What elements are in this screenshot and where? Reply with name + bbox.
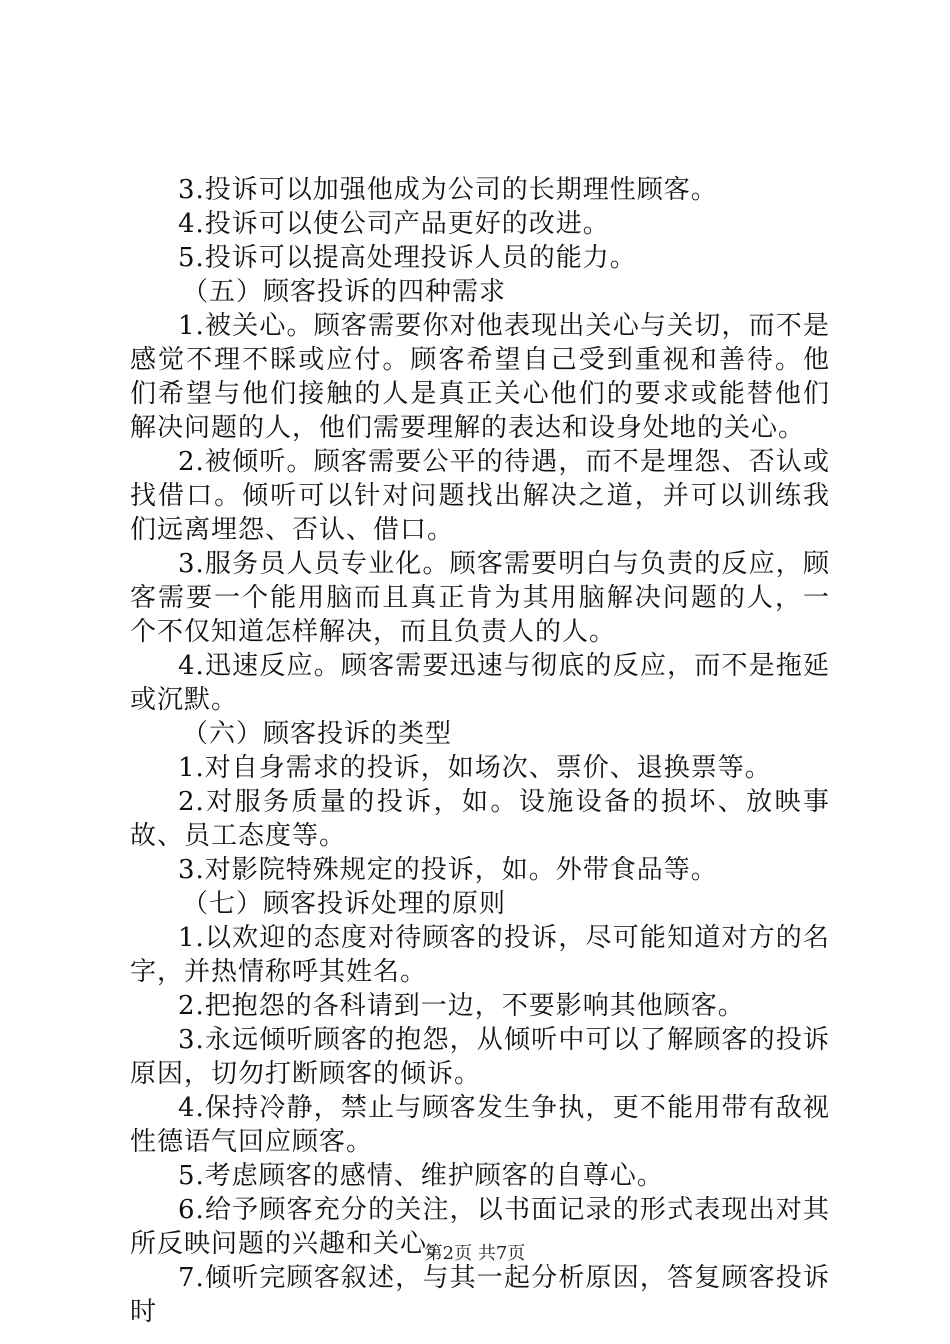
paragraph: 4.迅速反应。顾客需要迅速与彻底的反应，而不是拖延或沉默。 bbox=[130, 651, 830, 715]
paragraph: 3.投诉可以加强他成为公司的长期理性顾客。 bbox=[178, 175, 718, 205]
section-heading: （五）顾客投诉的四种需求 bbox=[182, 277, 507, 307]
paragraph: 3.服务员人员专业化。顾客需要明白与负责的反应，顾客需要一个能用脑而且真正肯为其用脑解决问题的人，一个不仅知道怎样解决，而且负责人的人。 bbox=[130, 549, 830, 647]
paragraph: 1.以欢迎的态度对待顾客的投诉，尽可能知道对方的名字，并热情称呼其姓名。 bbox=[130, 923, 830, 987]
section-heading: （七）顾客投诉处理的原则 bbox=[182, 889, 507, 919]
paragraph: 1.对自身需求的投诉，如场次、票价、退换票等。 bbox=[178, 753, 772, 783]
section-heading: （六）顾客投诉的类型 bbox=[182, 719, 453, 749]
paragraph: 2.对服务质量的投诉，如。设施设备的损坏、放映事故、员工态度等。 bbox=[130, 787, 830, 851]
paragraph: 2.被倾听。顾客需要公平的待遇，而不是埋怨、否认或找借口。倾听可以针对问题找出解决之道，并可以训练我们远离埋怨、否认、借口。 bbox=[130, 447, 830, 545]
paragraph: 5.投诉可以提高处理投诉人员的能力。 bbox=[178, 243, 637, 273]
paragraph: 4.投诉可以使公司产品更好的改进。 bbox=[178, 209, 610, 239]
paragraph: 7.倾听完顾客叙述，与其一起分析原因，答复顾客投诉时 bbox=[130, 1263, 830, 1327]
paragraph: 6.给予顾客充分的关注，以书面记录的形式表现出对其所反映问题的兴趣和关心。 bbox=[130, 1195, 830, 1259]
paragraph: 2.把抱怨的各科请到一边，不要影响其他顾客。 bbox=[178, 991, 745, 1021]
paragraph: 1.被关心。顾客需要你对他表现出关心与关切，而不是感觉不理不睬或应付。顾客希望自己受到重视和善待。他们希望与他们接触的人是真正关心他们的要求或能替他们解决问题的人，他们需要理解的表达和设身处地的关心。 bbox=[130, 311, 830, 443]
paragraph: 5.考虑顾客的感情、维护顾客的自尊心。 bbox=[178, 1161, 664, 1191]
paragraph: 3.永远倾听顾客的抱怨，从倾听中可以了解顾客的投诉原因，切勿打断顾客的倾诉。 bbox=[130, 1025, 830, 1089]
paragraph: 3.对影院特殊规定的投诉，如。外带食品等。 bbox=[178, 855, 718, 885]
paragraph: 4.保持冷静，禁止与顾客发生争执，更不能用带有敌视性德语气回应顾客。 bbox=[130, 1093, 830, 1157]
page-number-footer: 第2页 共7页 bbox=[424, 1243, 526, 1264]
document-body bbox=[130, 173, 830, 1329]
